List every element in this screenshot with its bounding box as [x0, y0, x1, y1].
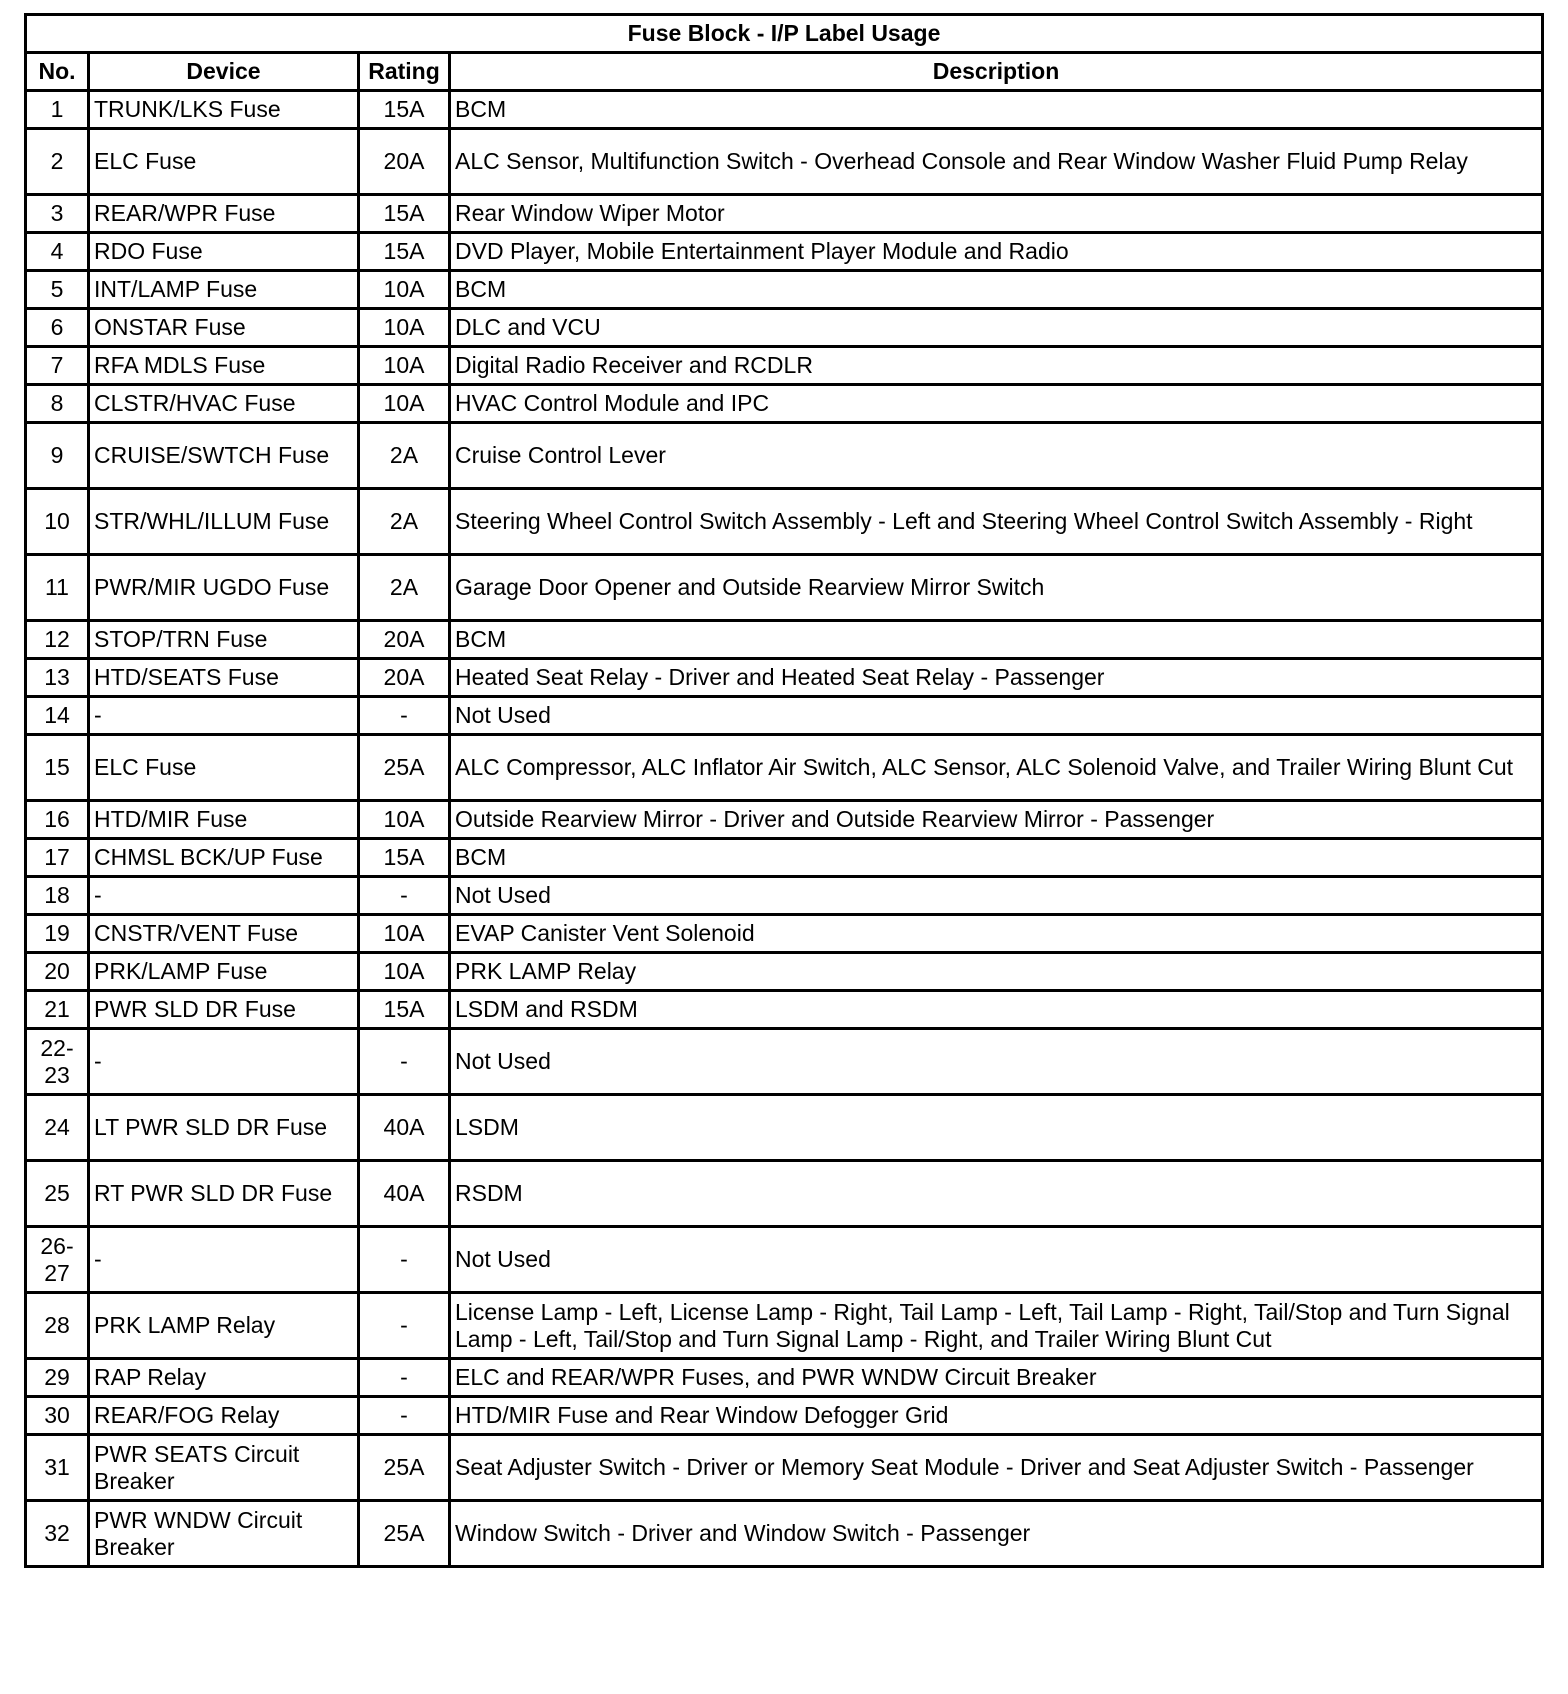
cell-description: Rear Window Wiper Motor — [450, 195, 1543, 233]
cell-device: - — [89, 697, 359, 735]
cell-device: PRK/LAMP Fuse — [89, 953, 359, 991]
cell-device: RT PWR SLD DR Fuse — [89, 1161, 359, 1227]
cell-no: 5 — [26, 271, 89, 309]
table-title: Fuse Block - I/P Label Usage — [26, 15, 1543, 53]
cell-rating: - — [359, 1293, 450, 1359]
table-row — [26, 697, 1543, 735]
cell-description: DVD Player, Mobile Entertainment Player Module and Radio — [450, 233, 1543, 271]
table-row — [26, 1293, 1543, 1359]
table-row — [26, 1359, 1543, 1397]
cell-no: 14 — [26, 697, 89, 735]
cell-rating: 40A — [359, 1161, 450, 1227]
cell-rating: 10A — [359, 271, 450, 309]
table-row — [26, 877, 1543, 915]
cell-no: 15 — [26, 735, 89, 801]
cell-device: - — [89, 877, 359, 915]
cell-rating: 15A — [359, 91, 450, 129]
cell-no: 18 — [26, 877, 89, 915]
cell-description: HVAC Control Module and IPC — [450, 385, 1543, 423]
cell-description: Seat Adjuster Switch - Driver or Memory Seat Module - Driver and Seat Adjuster Switch - Passenger — [450, 1435, 1543, 1501]
table-row — [26, 1227, 1543, 1293]
table-row — [26, 801, 1543, 839]
cell-no: 29 — [26, 1359, 89, 1397]
cell-no: 24 — [26, 1095, 89, 1161]
cell-description: Garage Door Opener and Outside Rearview Mirror Switch — [450, 555, 1543, 621]
table-row — [26, 1029, 1543, 1095]
table-body — [26, 91, 1543, 1567]
table-row — [26, 621, 1543, 659]
table-row — [26, 953, 1543, 991]
cell-rating: 25A — [359, 735, 450, 801]
cell-description: Steering Wheel Control Switch Assembly - Left and Steering Wheel Control Switch Assembly - Right — [450, 489, 1543, 555]
table-row — [26, 309, 1543, 347]
cell-rating: 15A — [359, 233, 450, 271]
cell-no: 17 — [26, 839, 89, 877]
cell-no: 16 — [26, 801, 89, 839]
cell-device: CRUISE/SWTCH Fuse — [89, 423, 359, 489]
cell-rating: 10A — [359, 953, 450, 991]
cell-rating: 10A — [359, 309, 450, 347]
cell-no: 31 — [26, 1435, 89, 1501]
cell-no: 26-27 — [26, 1227, 89, 1293]
cell-rating: 10A — [359, 915, 450, 953]
cell-rating: 10A — [359, 385, 450, 423]
cell-device: PWR SEATS Circuit Breaker — [89, 1435, 359, 1501]
cell-device: PWR WNDW Circuit Breaker — [89, 1501, 359, 1567]
table-row — [26, 1095, 1543, 1161]
cell-rating: - — [359, 1359, 450, 1397]
header-no: No. — [26, 53, 89, 91]
cell-rating: 20A — [359, 659, 450, 697]
cell-device: CLSTR/HVAC Fuse — [89, 385, 359, 423]
table-row — [26, 233, 1543, 271]
cell-device: PRK LAMP Relay — [89, 1293, 359, 1359]
cell-no: 28 — [26, 1293, 89, 1359]
cell-device: - — [89, 1227, 359, 1293]
cell-no: 13 — [26, 659, 89, 697]
table-row — [26, 659, 1543, 697]
table-row — [26, 91, 1543, 129]
cell-description: ALC Compressor, ALC Inflator Air Switch, ALC Sensor, ALC Solenoid Valve, and Trailer Wiring Blunt Cut — [450, 735, 1543, 801]
cell-no: 12 — [26, 621, 89, 659]
cell-rating: - — [359, 1227, 450, 1293]
table-row — [26, 195, 1543, 233]
table-row — [26, 1397, 1543, 1435]
cell-description: Window Switch - Driver and Window Switch - Passenger — [450, 1501, 1543, 1567]
cell-device: INT/LAMP Fuse — [89, 271, 359, 309]
cell-description: LSDM and RSDM — [450, 991, 1543, 1029]
cell-description: HTD/MIR Fuse and Rear Window Defogger Grid — [450, 1397, 1543, 1435]
cell-device: HTD/MIR Fuse — [89, 801, 359, 839]
table-row — [26, 555, 1543, 621]
cell-description: BCM — [450, 271, 1543, 309]
cell-device: PWR SLD DR Fuse — [89, 991, 359, 1029]
cell-description: Not Used — [450, 1227, 1543, 1293]
cell-rating: - — [359, 697, 450, 735]
cell-description: PRK LAMP Relay — [450, 953, 1543, 991]
table-row — [26, 129, 1543, 195]
cell-description: License Lamp - Left, License Lamp - Right, Tail Lamp - Left, Tail Lamp - Right, Tail/Stop and Turn Signal Lamp - Left, Tail/Stop and Turn Signal Lamp - Right, and Trailer Wiring Blunt Cut — [450, 1293, 1543, 1359]
cell-device: CNSTR/VENT Fuse — [89, 915, 359, 953]
table-row — [26, 839, 1543, 877]
cell-device: RDO Fuse — [89, 233, 359, 271]
cell-no: 22-23 — [26, 1029, 89, 1095]
cell-rating: 15A — [359, 991, 450, 1029]
cell-no: 25 — [26, 1161, 89, 1227]
cell-no: 1 — [26, 91, 89, 129]
cell-description: Outside Rearview Mirror - Driver and Outside Rearview Mirror - Passenger — [450, 801, 1543, 839]
cell-rating: - — [359, 1029, 450, 1095]
cell-description: Not Used — [450, 877, 1543, 915]
cell-no: 9 — [26, 423, 89, 489]
cell-rating: 10A — [359, 801, 450, 839]
cell-description: Digital Radio Receiver and RCDLR — [450, 347, 1543, 385]
cell-device: ELC Fuse — [89, 735, 359, 801]
table-row — [26, 735, 1543, 801]
cell-rating: 10A — [359, 347, 450, 385]
table-row — [26, 385, 1543, 423]
cell-device: REAR/WPR Fuse — [89, 195, 359, 233]
cell-description: BCM — [450, 91, 1543, 129]
cell-rating: 2A — [359, 555, 450, 621]
cell-rating: 15A — [359, 839, 450, 877]
table-row — [26, 489, 1543, 555]
cell-description: RSDM — [450, 1161, 1543, 1227]
cell-device: ELC Fuse — [89, 129, 359, 195]
cell-description: LSDM — [450, 1095, 1543, 1161]
cell-no: 3 — [26, 195, 89, 233]
cell-description: EVAP Canister Vent Solenoid — [450, 915, 1543, 953]
header-rating: Rating — [359, 53, 450, 91]
header-row — [26, 53, 1543, 91]
cell-no: 7 — [26, 347, 89, 385]
cell-device: - — [89, 1029, 359, 1095]
cell-no: 20 — [26, 953, 89, 991]
cell-no: 11 — [26, 555, 89, 621]
cell-no: 6 — [26, 309, 89, 347]
cell-rating: 20A — [359, 129, 450, 195]
fuse-table — [24, 13, 1544, 1568]
cell-device: RAP Relay — [89, 1359, 359, 1397]
cell-rating: 25A — [359, 1501, 450, 1567]
cell-device: ONSTAR Fuse — [89, 309, 359, 347]
cell-description: Heated Seat Relay - Driver and Heated Seat Relay - Passenger — [450, 659, 1543, 697]
cell-rating: - — [359, 877, 450, 915]
cell-no: 21 — [26, 991, 89, 1029]
cell-no: 19 — [26, 915, 89, 953]
cell-device: TRUNK/LKS Fuse — [89, 91, 359, 129]
table-row — [26, 991, 1543, 1029]
cell-rating: 2A — [359, 489, 450, 555]
header-description: Description — [450, 53, 1543, 91]
table-row — [26, 423, 1543, 489]
cell-no: 8 — [26, 385, 89, 423]
cell-no: 30 — [26, 1397, 89, 1435]
cell-description: Not Used — [450, 1029, 1543, 1095]
cell-device: CHMSL BCK/UP Fuse — [89, 839, 359, 877]
cell-no: 4 — [26, 233, 89, 271]
cell-device: STOP/TRN Fuse — [89, 621, 359, 659]
cell-no: 32 — [26, 1501, 89, 1567]
cell-rating: 25A — [359, 1435, 450, 1501]
cell-device: PWR/MIR UGDO Fuse — [89, 555, 359, 621]
cell-device: HTD/SEATS Fuse — [89, 659, 359, 697]
cell-no: 2 — [26, 129, 89, 195]
cell-rating: 15A — [359, 195, 450, 233]
table-row — [26, 1161, 1543, 1227]
title-row — [26, 15, 1543, 53]
cell-rating: 40A — [359, 1095, 450, 1161]
cell-description: Not Used — [450, 697, 1543, 735]
cell-rating: - — [359, 1397, 450, 1435]
cell-description: Cruise Control Lever — [450, 423, 1543, 489]
cell-description: DLC and VCU — [450, 309, 1543, 347]
cell-rating: 2A — [359, 423, 450, 489]
cell-device: STR/WHL/ILLUM Fuse — [89, 489, 359, 555]
cell-device: REAR/FOG Relay — [89, 1397, 359, 1435]
cell-no: 10 — [26, 489, 89, 555]
cell-description: ELC and REAR/WPR Fuses, and PWR WNDW Circuit Breaker — [450, 1359, 1543, 1397]
cell-description: BCM — [450, 839, 1543, 877]
table-row — [26, 271, 1543, 309]
header-device: Device — [89, 53, 359, 91]
cell-rating: 20A — [359, 621, 450, 659]
cell-description: ALC Sensor, Multifunction Switch - Overhead Console and Rear Window Washer Fluid Pump Relay — [450, 129, 1543, 195]
table-row — [26, 915, 1543, 953]
cell-device: LT PWR SLD DR Fuse — [89, 1095, 359, 1161]
cell-description: BCM — [450, 621, 1543, 659]
table-row — [26, 1435, 1543, 1501]
table-row — [26, 347, 1543, 385]
table-row — [26, 1501, 1543, 1567]
cell-device: RFA MDLS Fuse — [89, 347, 359, 385]
